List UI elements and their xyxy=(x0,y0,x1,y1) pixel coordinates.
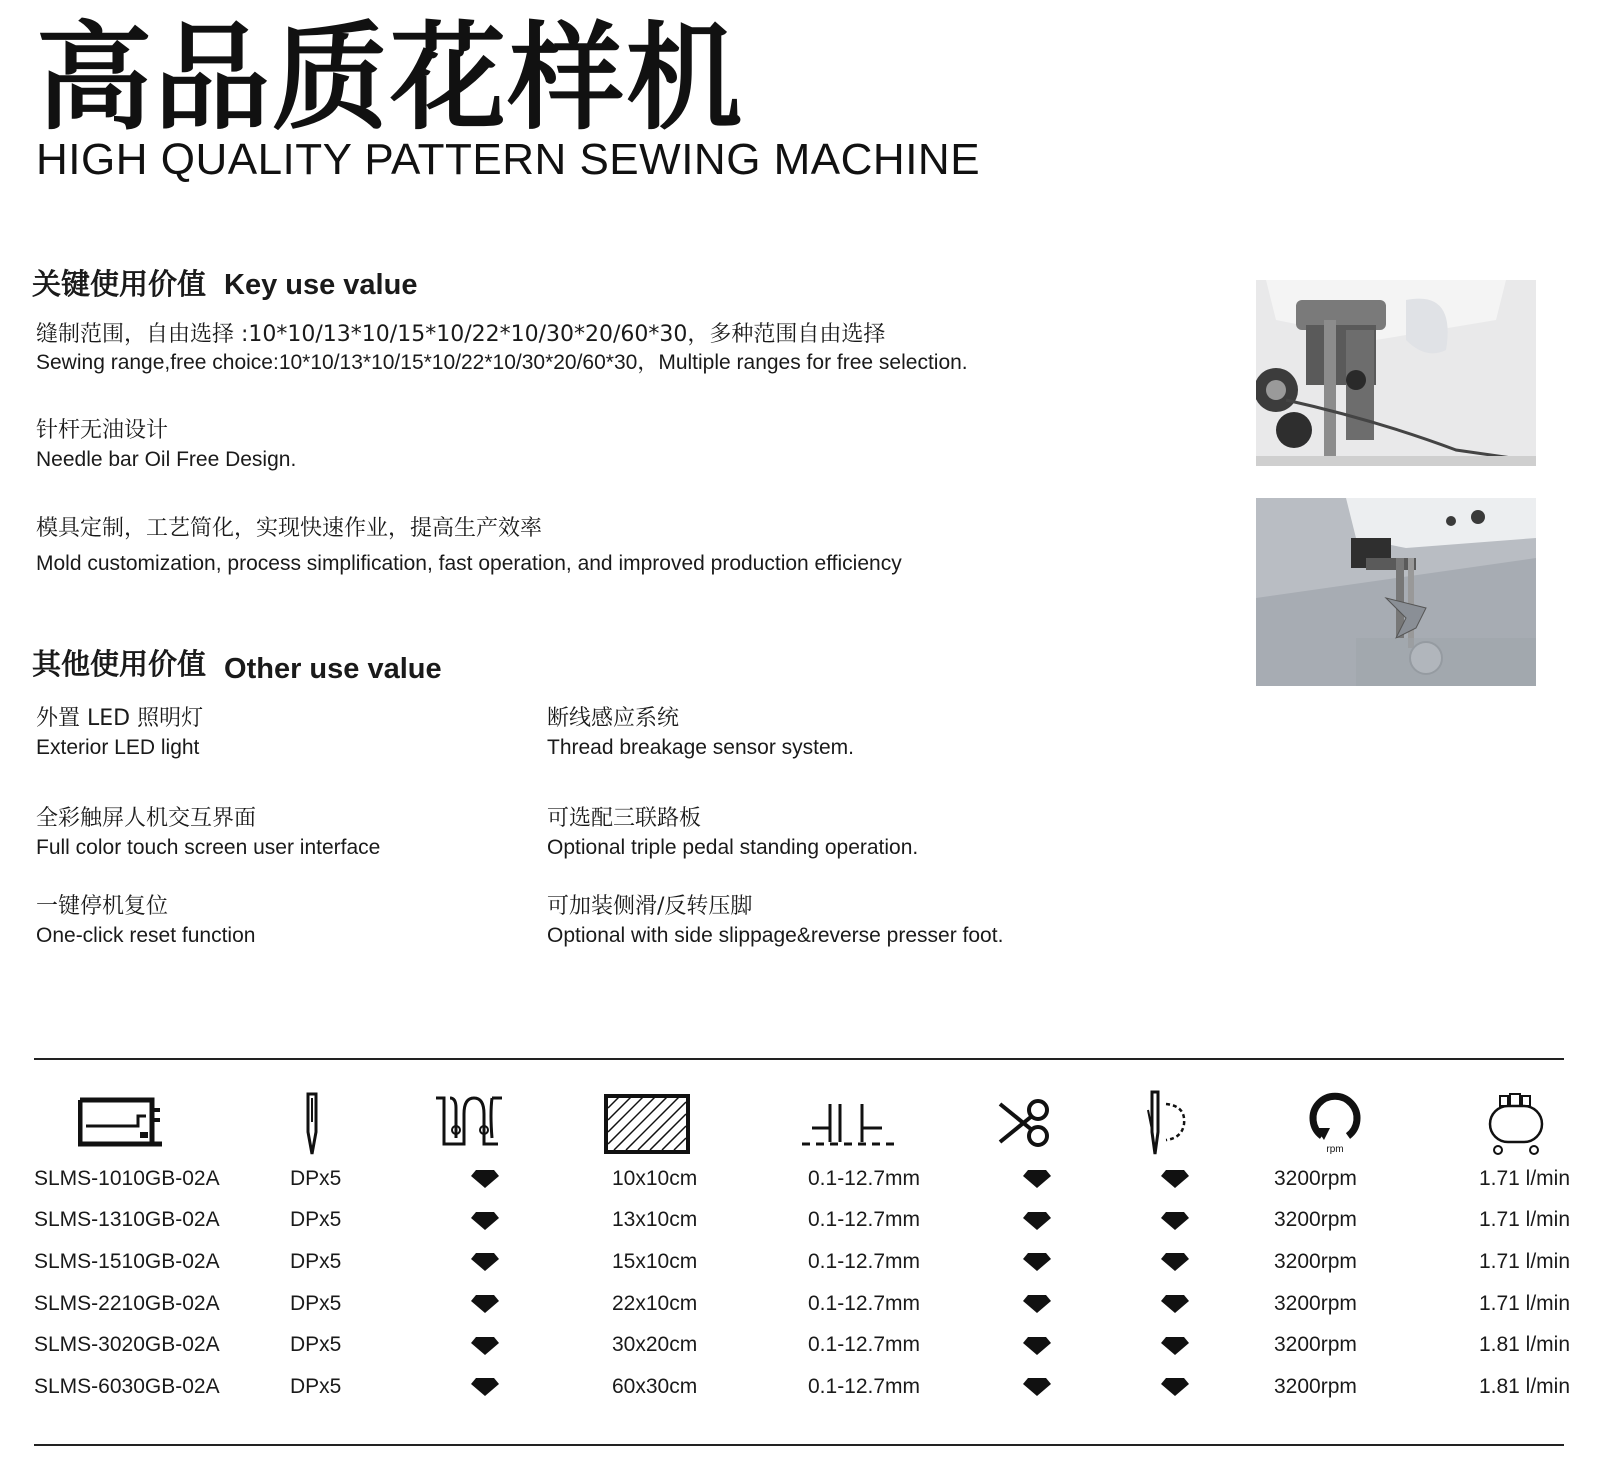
sewing-area-cell: 13x10cm xyxy=(612,1208,698,1232)
key-item-3-cn: 模具定制，工艺简化，实现快速作业，提高生产效率 xyxy=(36,516,543,541)
model-cell: SLMS-1510GB-02A xyxy=(34,1249,220,1273)
key-item-1-cn: 缝制范围，自由选择 :10*10/13*10/15*10/22*10/30*20/60*30，多种范围自由选择 xyxy=(36,322,886,347)
needle-cell: DPx5 xyxy=(290,1249,342,1273)
other-left-2-cn: 全彩触屏人机交互界面 xyxy=(36,806,257,831)
model-cell: SLMS-2210GB-02A xyxy=(34,1291,220,1315)
other-use-value-heading-en: Other use value xyxy=(224,653,442,685)
thread-trimmer-feature-cell xyxy=(998,1324,1138,1366)
diamond-check-icon xyxy=(1022,1377,1052,1397)
air-consumption-cell: 1.71 l/min xyxy=(1478,1291,1570,1315)
diamond-check-icon xyxy=(1160,1169,1190,1189)
other-right-1-cn: 断线感应系统 xyxy=(547,706,680,731)
key-item-3-en: Mold customization, process simplification, fast operation, and improved production efficiency xyxy=(36,552,902,575)
needle-cooling-feature-cell xyxy=(1138,1324,1274,1366)
air-consumption-cell: 1.81 l/min xyxy=(1478,1333,1570,1357)
other-right-3-cn: 可加装侧滑/反转压脚 xyxy=(547,894,753,919)
thread-trimmer-feature-cell xyxy=(998,1158,1138,1200)
key-item-1-en: Sewing range,free choice:10*10/13*10/15*10/22*10/30*20/60*30，Multiple ranges for free selection. xyxy=(36,351,968,374)
stitch-length-icon xyxy=(800,1102,900,1148)
needle-cooling-feature-cell xyxy=(1138,1283,1274,1325)
table-row xyxy=(34,1283,1570,1325)
spec-bottom-rule xyxy=(34,1444,1564,1446)
spec-table xyxy=(34,1158,1570,1408)
key-use-value-heading-cn: 关键使用价值 xyxy=(32,267,207,301)
sewing-area-cell: 30x20cm xyxy=(612,1333,698,1357)
table-row xyxy=(34,1241,1570,1283)
model-cell: SLMS-1010GB-02A xyxy=(34,1166,220,1190)
other-right-2-cn: 可选配三联路板 xyxy=(547,806,702,831)
speed-cell: 3200rpm xyxy=(1274,1166,1357,1190)
diamond-check-icon xyxy=(1160,1336,1190,1356)
page-title-en: HIGH QUALITY PATTERN SEWING MACHINE xyxy=(36,135,981,184)
sewing-area-icon xyxy=(604,1094,690,1154)
presser-foot-icon xyxy=(434,1094,504,1150)
diamond-check-icon xyxy=(1160,1377,1190,1397)
stitch-length-cell: 0.1-12.7mm xyxy=(808,1249,921,1273)
scissors-icon xyxy=(998,1098,1052,1148)
stitch-length-cell: 0.1-12.7mm xyxy=(808,1374,921,1398)
needle-bar-photo xyxy=(1256,280,1536,466)
diamond-check-icon xyxy=(1160,1252,1190,1272)
key-use-value-heading-en: Key use value xyxy=(224,269,418,301)
diamond-check-icon xyxy=(470,1377,500,1397)
other-left-3-en: One-click reset function xyxy=(36,924,256,947)
presser-foot-feature-cell xyxy=(432,1158,612,1200)
key-use-value-heading xyxy=(32,266,417,303)
speed-cell: 3200rpm xyxy=(1274,1374,1357,1398)
speed-cell: 3200rpm xyxy=(1274,1208,1357,1232)
thread-trimmer-feature-cell xyxy=(998,1366,1138,1408)
model-cell: SLMS-1310GB-02A xyxy=(34,1208,220,1232)
diamond-check-icon xyxy=(1022,1294,1052,1314)
air-consumption-cell: 1.71 l/min xyxy=(1478,1166,1570,1190)
needle-cell: DPx5 xyxy=(290,1208,342,1232)
other-right-3-en: Optional with side slippage&reverse presser foot. xyxy=(547,924,1004,947)
air-consumption-cell: 1.71 l/min xyxy=(1478,1208,1570,1232)
model-cell: SLMS-6030GB-02A xyxy=(34,1374,220,1398)
needle-cell: DPx5 xyxy=(290,1374,342,1398)
other-left-1-cn: 外置 LED 照明灯 xyxy=(36,706,204,731)
diamond-check-icon xyxy=(1022,1252,1052,1272)
diamond-check-icon xyxy=(1022,1336,1052,1356)
other-left-2-en: Full color touch screen user interface xyxy=(36,836,381,859)
rpm-icon xyxy=(1308,1090,1362,1154)
diamond-check-icon xyxy=(470,1252,500,1272)
stitch-length-cell: 0.1-12.7mm xyxy=(808,1291,921,1315)
sewing-area-cell: 60x30cm xyxy=(612,1374,698,1398)
diamond-check-icon xyxy=(1160,1294,1190,1314)
diamond-check-icon xyxy=(1022,1169,1052,1189)
other-use-value-heading-cn: 其他使用价值 xyxy=(32,647,207,681)
sewing-area-cell: 15x10cm xyxy=(612,1249,698,1273)
other-left-1-en: Exterior LED light xyxy=(36,736,200,759)
diamond-check-icon xyxy=(470,1169,500,1189)
needle-cooling-icon xyxy=(1144,1090,1192,1156)
air-consumption-cell: 1.71 l/min xyxy=(1478,1249,1570,1273)
table-row xyxy=(34,1366,1570,1408)
page-title-cn: 高品质花样机 xyxy=(36,11,744,146)
presser-foot-feature-cell xyxy=(432,1366,612,1408)
model-cell: SLMS-3020GB-02A xyxy=(34,1333,220,1357)
spec-top-rule xyxy=(34,1058,1564,1060)
needle-cell: DPx5 xyxy=(290,1291,342,1315)
rpm-icon-label: rpm xyxy=(1326,1144,1344,1154)
thread-trimmer-feature-cell xyxy=(998,1283,1138,1325)
air-consumption-cell: 1.81 l/min xyxy=(1478,1374,1570,1398)
sewing-machine-icon xyxy=(78,1094,162,1152)
needle-cooling-feature-cell xyxy=(1138,1241,1274,1283)
presser-foot-photo xyxy=(1256,498,1536,686)
thread-trimmer-feature-cell xyxy=(998,1200,1138,1242)
air-compressor-icon xyxy=(1484,1090,1548,1156)
presser-foot-feature-cell xyxy=(432,1241,612,1283)
key-item-2-cn: 针杆无油设计 xyxy=(36,418,169,443)
presser-foot-feature-cell xyxy=(432,1324,612,1366)
stitch-length-cell: 0.1-12.7mm xyxy=(808,1208,921,1232)
table-row xyxy=(34,1324,1570,1366)
speed-cell: 3200rpm xyxy=(1274,1249,1357,1273)
sewing-area-cell: 22x10cm xyxy=(612,1291,698,1315)
sewing-area-cell: 10x10cm xyxy=(612,1166,698,1190)
needle-cooling-feature-cell xyxy=(1138,1158,1274,1200)
thread-trimmer-feature-cell xyxy=(998,1241,1138,1283)
stitch-length-cell: 0.1-12.7mm xyxy=(808,1333,921,1357)
other-use-value-heading xyxy=(32,646,442,683)
other-right-2-en: Optional triple pedal standing operation. xyxy=(547,836,919,859)
diamond-check-icon xyxy=(1160,1211,1190,1231)
speed-cell: 3200rpm xyxy=(1274,1333,1357,1357)
other-left-3-cn: 一键停机复位 xyxy=(36,894,169,919)
needle-cooling-feature-cell xyxy=(1138,1200,1274,1242)
table-row xyxy=(34,1200,1570,1242)
speed-cell: 3200rpm xyxy=(1274,1291,1357,1315)
diamond-check-icon xyxy=(470,1336,500,1356)
presser-foot-feature-cell xyxy=(432,1283,612,1325)
needle-cooling-feature-cell xyxy=(1138,1366,1274,1408)
needle-cell: DPx5 xyxy=(290,1166,342,1190)
needle-icon xyxy=(302,1092,322,1156)
other-right-1-en: Thread breakage sensor system. xyxy=(547,736,854,759)
diamond-check-icon xyxy=(470,1294,500,1314)
table-row xyxy=(34,1158,1570,1200)
needle-cell: DPx5 xyxy=(290,1333,342,1357)
presser-foot-feature-cell xyxy=(432,1200,612,1242)
diamond-check-icon xyxy=(1022,1211,1052,1231)
key-item-2-en: Needle bar Oil Free Design. xyxy=(36,448,297,471)
diamond-check-icon xyxy=(470,1211,500,1231)
stitch-length-cell: 0.1-12.7mm xyxy=(808,1166,921,1190)
